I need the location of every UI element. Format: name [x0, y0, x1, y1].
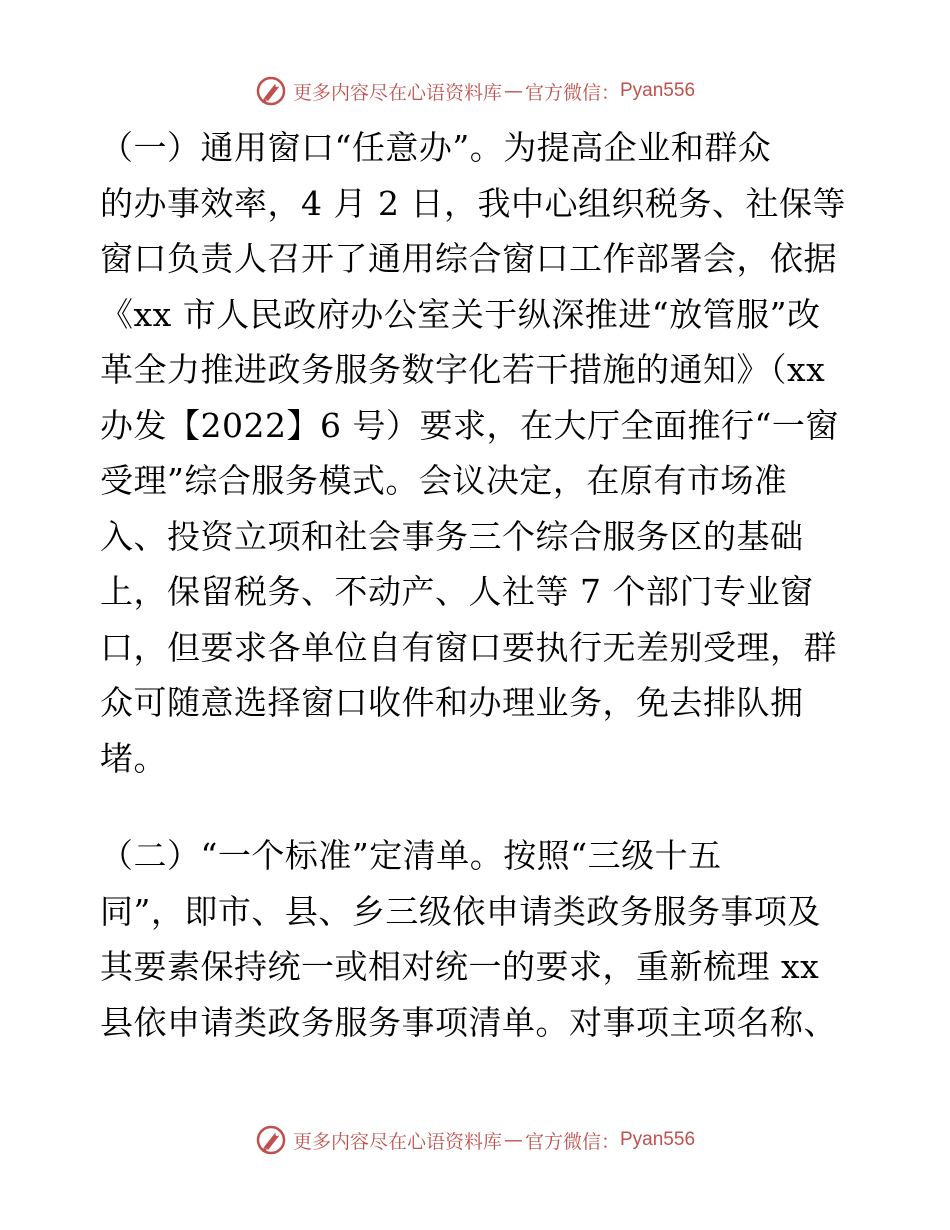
text-line: （一）通用窗口“任意办”。为提高企业和群众: [100, 128, 772, 167]
text-line: 口，但要求各单位自有窗口要执行无差别受理，群: [100, 627, 837, 667]
text-line: 堵。: [100, 738, 167, 778]
watermark-wechat-id: Pyan556: [620, 1129, 696, 1150]
pen-logo-icon: [255, 1124, 287, 1156]
watermark-wechat-id: Pyan556: [620, 80, 696, 101]
text-line: （二）“一个标准”定清单。按照“三级十五: [100, 836, 722, 875]
text-line: 入、投资立项和社会事务三个综合服务区的基础: [100, 516, 804, 556]
paragraph-spacer: [100, 786, 860, 828]
watermark-suffix: 官方微信：: [524, 1130, 620, 1153]
text-line: 的办事效率，4 月 2 日，我中心组织税务、社保等: [100, 183, 846, 223]
watermark-text: 更多内容尽在心语资料库: [292, 81, 502, 104]
text-line: 办发【2022】6 号）要求，在大厅全面推行“一窗: [100, 405, 839, 445]
text-line: 同”，即市、县、乡三级依申请类政务服务事项及: [100, 891, 821, 931]
watermark-dash: —: [503, 80, 523, 102]
paragraph-general-window: [100, 120, 860, 786]
text-line: 革全力推进政务服务数字化若干措施的通知》（xx: [100, 350, 826, 389]
text-line: 县依申请类政务服务事项清单。对事项主项名称、: [100, 1002, 837, 1042]
document-body: [100, 120, 860, 1050]
text-line: 上，保留税务、不动产、人社等 7 个部门专业窗: [100, 572, 814, 611]
header-watermark: [0, 71, 950, 111]
text-line: 众可随意选择窗口收件和办理业务，免去排队拥: [100, 683, 804, 722]
text-line: 受理”综合服务模式。会议决定，在原有市场准: [100, 461, 788, 500]
watermark-suffix: 官方微信：: [524, 81, 620, 104]
paragraph-one-standard: [100, 828, 860, 1050]
text-line: 窗口负责人召开了通用综合窗口工作部署会，依据: [100, 239, 837, 278]
watermark-text: 更多内容尽在心语资料库: [292, 1130, 502, 1153]
pen-logo-icon: [255, 75, 287, 107]
text-line: 其要素保持统一或相对统一的要求，重新梳理 xx: [100, 947, 820, 986]
footer-watermark: [0, 1120, 950, 1160]
watermark-dash: —: [503, 1129, 523, 1151]
text-line: 《xx 市人民政府办公室关于纵深推进“放管服”改: [100, 294, 821, 334]
